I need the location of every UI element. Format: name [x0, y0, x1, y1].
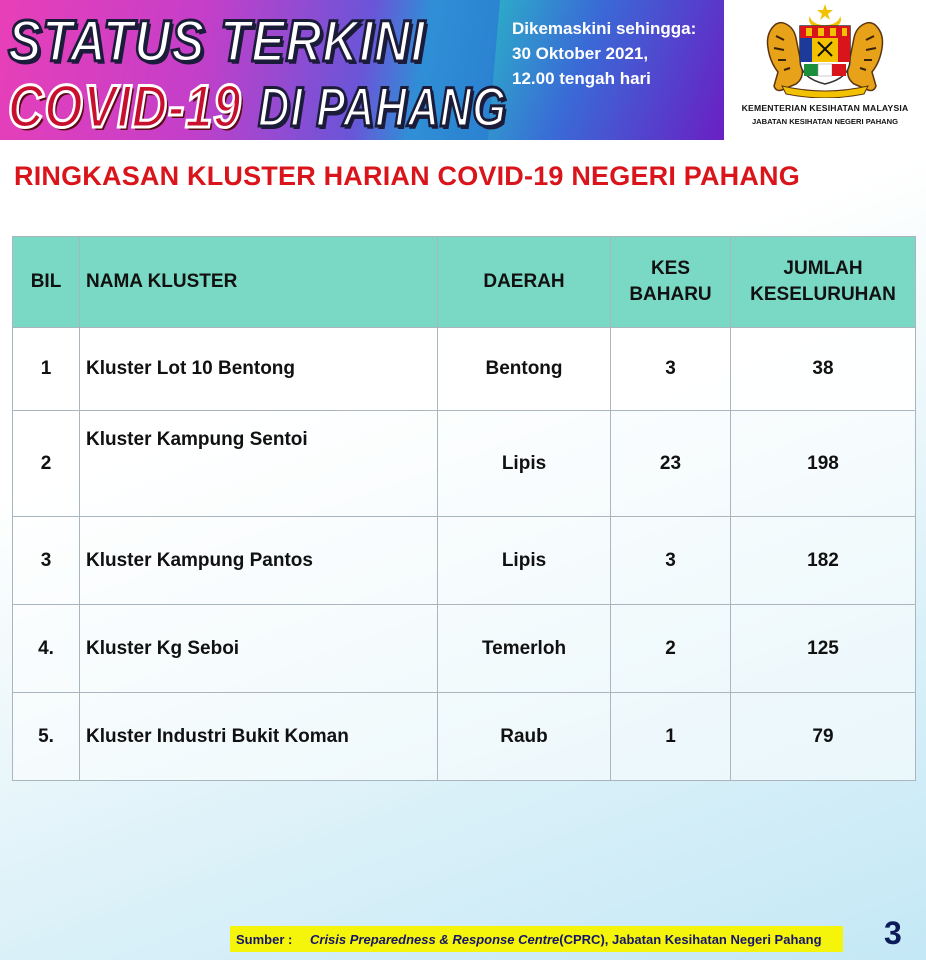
- cell-daerah: Lipis: [438, 411, 611, 517]
- cell-bil: 3: [13, 517, 80, 605]
- cell-jumlah: 198: [731, 411, 916, 517]
- cell-nama: Kluster Kg Seboi: [80, 605, 438, 693]
- column-header-nama: NAMA KLUSTER: [80, 237, 438, 328]
- cell-kes: 3: [611, 328, 731, 411]
- cell-daerah: Bentong: [438, 328, 611, 411]
- source-bar: [230, 926, 843, 952]
- cell-kes: 3: [611, 517, 731, 605]
- column-header-jumlah-line2: KESELURUHAN: [750, 284, 896, 305]
- header-banner: [0, 0, 724, 140]
- cell-jumlah: 38: [731, 328, 916, 411]
- table-row: [13, 517, 916, 605]
- column-header-kes-line2: BAHARU: [629, 284, 712, 305]
- cluster-table: [12, 236, 916, 781]
- column-header-kes-baharu: [611, 237, 731, 328]
- cell-kes: 1: [611, 693, 731, 781]
- table-row: [13, 411, 916, 517]
- cell-daerah: Temerloh: [438, 605, 611, 693]
- ministry-logo-block: [724, 0, 926, 140]
- update-info: [512, 16, 722, 91]
- cell-bil: 2: [13, 411, 80, 517]
- cell-bil: 5.: [13, 693, 80, 781]
- banner-title-status: STATUS TERKINI: [8, 9, 426, 74]
- column-header-kes-line1: KES: [650, 258, 691, 279]
- table-row: [13, 328, 916, 411]
- cell-jumlah: 182: [731, 517, 916, 605]
- source-detail: (CPRC), Jabatan Kesihatan Negeri Pahang: [559, 931, 822, 947]
- column-header-daerah: DAERAH: [438, 237, 611, 328]
- cell-kes: 2: [611, 605, 731, 693]
- updated-label: Dikemaskini sehingga:: [512, 19, 697, 38]
- banner-title-pahang: DI PAHANG: [258, 75, 507, 138]
- page-number: 3: [884, 915, 902, 951]
- cell-bil: 4.: [13, 605, 80, 693]
- table-header-row: [13, 237, 916, 328]
- ministry-name: KEMENTERIAN KESIHATAN MALAYSIA: [741, 103, 909, 113]
- table-row: [13, 693, 916, 781]
- column-header-jumlah-line1: JUMLAH: [783, 258, 863, 279]
- updated-time: 12.00 tengah hari: [512, 69, 651, 88]
- cell-bil: 1: [13, 328, 80, 411]
- cell-jumlah: 79: [731, 693, 916, 781]
- department-name: JABATAN KESIHATAN NEGERI PAHANG: [751, 117, 899, 126]
- cell-nama: Kluster Kampung Pantos: [80, 517, 438, 605]
- cell-nama: Kluster Lot 10 Bentong: [80, 328, 438, 411]
- cell-nama: Kluster Industri Bukit Koman: [80, 693, 438, 781]
- cell-daerah: Raub: [438, 693, 611, 781]
- column-header-bil: BIL: [13, 237, 80, 328]
- banner-title-covid: COVID-19: [8, 73, 242, 140]
- page-title: RINGKASAN KLUSTER HARIAN COVID-19 NEGERI PAHANG: [14, 161, 800, 191]
- column-header-jumlah: [731, 237, 916, 328]
- cell-jumlah: 125: [731, 605, 916, 693]
- cell-nama: Kluster Kampung Sentoi: [80, 411, 438, 517]
- malaysia-coat-of-arms-icon: [762, 2, 888, 98]
- cell-kes: 23: [611, 411, 731, 517]
- source-label: Sumber :: [236, 931, 293, 947]
- cell-daerah: Lipis: [438, 517, 611, 605]
- source-organization: Crisis Preparedness & Response Centre: [310, 931, 560, 947]
- table-row: [13, 605, 916, 693]
- updated-date: 30 Oktober 2021,: [512, 44, 649, 63]
